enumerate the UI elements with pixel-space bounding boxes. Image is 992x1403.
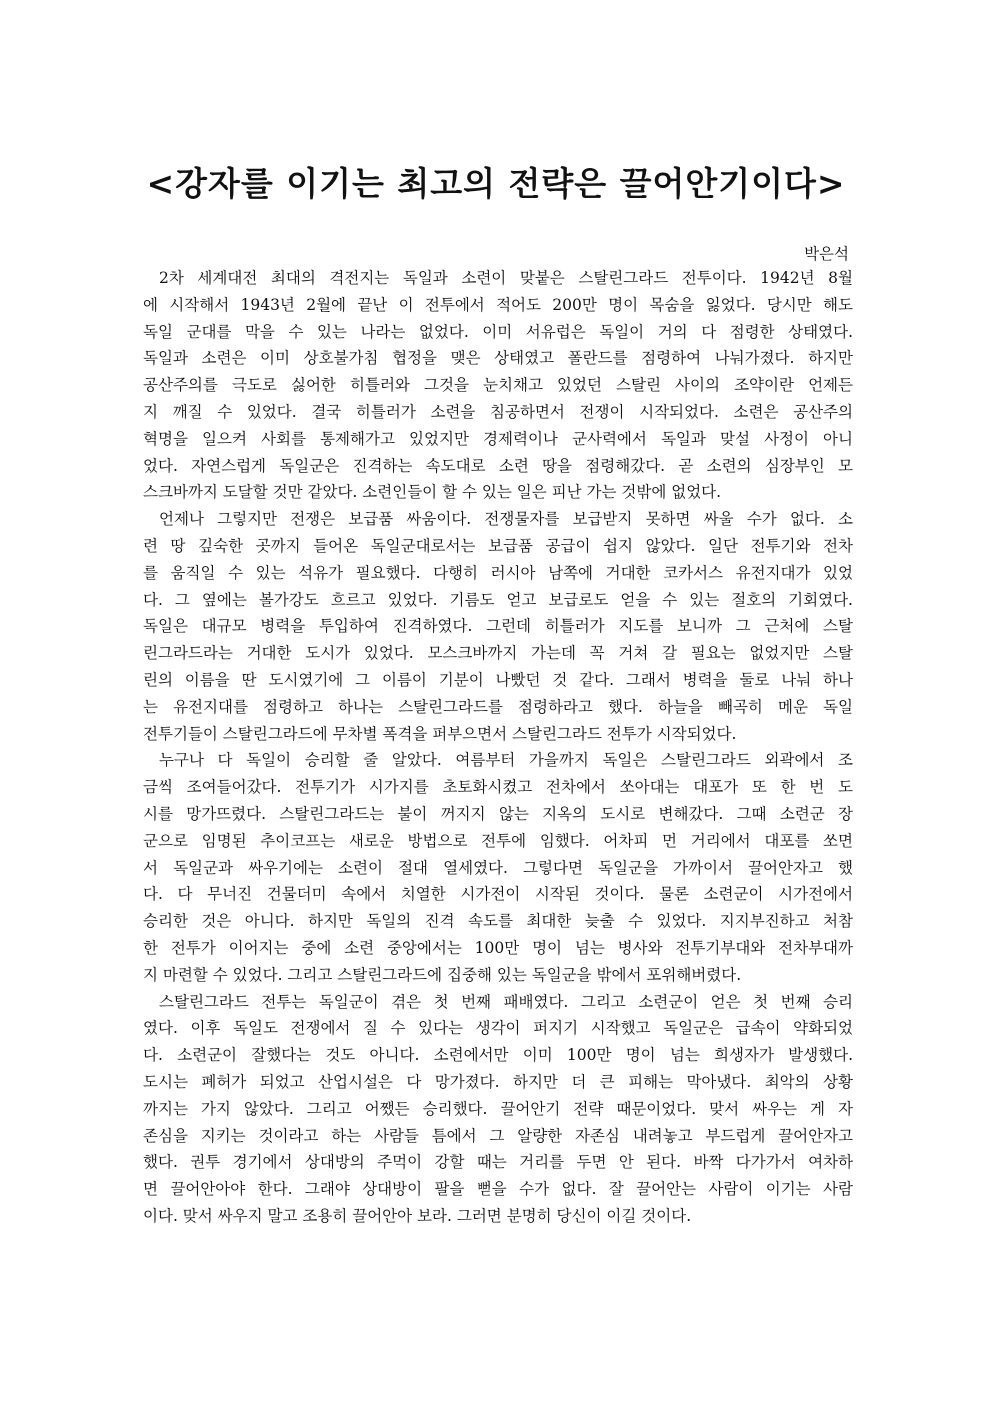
text-line: 를 움직일 수 있는 석유가 필요했다. 다행히 러시아 남쪽에 거대한 코카서스 유전지대가 있었 — [143, 563, 853, 582]
text-line: 군으로 임명된 추이코프는 새로운 방법으로 전투에 임했다. 어차피 먼 거리에서 대포를 쏘면 — [143, 831, 853, 850]
text-line: 었다. 자연스럽게 독일군은 진격하는 속도대로 소련 땅을 점령해갔다. 곧 소련의 심장부인 모 — [143, 456, 853, 475]
paragraph — [143, 265, 853, 506]
text-line: 련 땅 깊숙한 곳까지 들어온 독일군대로서는 보급품 공급이 쉽지 않았다. 일단 전투기와 전차 — [143, 536, 853, 555]
text-line: 혁명을 일으켜 사회를 통제해가고 있었지만 경제력이나 군사력에서 독일과 맞설 사정이 아니 — [143, 429, 853, 448]
text-line: 독일과 소련은 이미 상호불가침 협정을 맺은 상태였고 폴란드를 점령하여 나눠가졌다. 하지만 — [143, 349, 853, 368]
text-line: 다. 다 무너진 건물더미 속에서 치열한 시가전이 시작된 것이다. 물론 소련군이 시가전에서 — [143, 885, 853, 904]
text-line: 스탈린그라드 전투는 독일군이 겪은 첫 번째 패배였다. 그리고 소련군이 얻은 첫 번째 승리 — [159, 992, 853, 1011]
text-line: 공산주의를 극도로 싫어한 히틀러와 그것을 눈치채고 있었던 스탈린 사이의 조약이란 언제든 — [143, 376, 853, 395]
paragraph — [143, 506, 853, 747]
paragraph — [143, 747, 853, 988]
text-line: 도시는 폐허가 되었고 산업시설은 다 망가졌다. 하지만 더 큰 피해는 막아냈다. 최악의 상황 — [143, 1072, 853, 1091]
text-line: 누구나 다 독일이 승리할 줄 알았다. 여름부터 가을까지 독일은 스탈린그라드 외곽에서 조 — [159, 751, 853, 770]
text-line: 에 시작해서 1943년 2월에 끝난 이 전투에서 적어도 200만 명이 목숨을 잃었다. 당시만 해도 — [143, 295, 853, 314]
document-title: <강자를 이기는 최고의 전략은 끌어안기이다> — [146, 164, 846, 203]
text-line: 시를 망가뜨렸다. 스탈린그라드는 불이 꺼지지 않는 지옥의 도시로 변해갔다. 그때 소련군 장 — [143, 804, 853, 823]
text-line: 린그라드라는 거대한 도시가 있었다. 모스크바까지 가는데 꼭 거쳐 갈 필요는 없었지만 스탈 — [143, 644, 853, 663]
text-line: 까지는 가지 않았다. 그리고 어쨌든 승리했다. 끌어안기 전략 때문이었다. 맞서 싸우는 게 자 — [143, 1099, 853, 1118]
text-line: 지 마련할 수 있었다. 그리고 스탈린그라드에 집중해 있는 독일군을 밖에서 포위해버렸다. — [143, 965, 742, 984]
text-line: 2차 세계대전 최대의 격전지는 독일과 소련이 맞붙은 스탈린그라드 전투이다. 1942년 8월 — [159, 269, 853, 287]
text-line: 언제나 그렇지만 전쟁은 보급품 싸움이다. 전쟁물자를 보급받지 못하면 싸울 수가 없다. 소 — [159, 510, 853, 529]
text-line: 지 깨질 수 있었다. 결국 히틀러가 소련을 침공하면서 전쟁이 시작되었다. 소련은 공산주의 — [143, 402, 853, 421]
text-line: 는 유전지대를 점령하고 하나는 스탈린그라드를 점령하라고 했다. 하늘을 빼곡히 메운 독일 — [143, 697, 853, 716]
document-body — [143, 265, 853, 1230]
text-line: 금씩 조여들어갔다. 전투기가 시가지를 초토화시켰고 전차에서 쏘아대는 대포가 또 한 번 도 — [143, 778, 853, 797]
author-name: 박은석 — [804, 245, 849, 263]
text-line: 다. 그 옆에는 볼가강도 흐르고 있었다. 기름도 얻고 보급로도 얻을 수 있는 절호의 기회였다. — [143, 590, 853, 609]
text-line: 다. 소련군이 잘했다는 것도 아니다. 소련에서만 이미 100만 명이 넘는 희생자가 발생했다. — [143, 1046, 853, 1065]
text-line: 한 전투가 이어지는 중에 소련 중앙에서는 100만 명이 넘는 병사와 전투기부대와 전차부대까 — [143, 938, 853, 957]
text-line: 독일 군대를 막을 수 있는 나라는 없었다. 이미 서유럽은 독일이 거의 다 점령한 상태였다. — [143, 322, 853, 341]
text-line: 였다. 이후 독일도 전쟁에서 질 수 있다는 생각이 퍼지기 시작했고 독일군은 급속이 약화되었 — [143, 1019, 853, 1038]
text-line: 스크바까지 도달할 것만 같았다. 소련인들이 할 수 있는 일은 피난 가는 것밖에 없었다. — [143, 483, 722, 502]
text-line: 서 독일군과 싸우기에는 소련이 절대 열세였다. 그렇다면 독일군을 가까이서 끌어안자고 했 — [143, 858, 853, 877]
text-line: 면 끌어안아야 한다. 그래야 상대방이 팔을 뻗을 수가 없다. 잘 끌어안는 사람이 이기는 사람 — [143, 1180, 853, 1199]
text-line: 전투기들이 스탈린그라드에 무차별 폭격을 퍼부으면서 스탈린그라드 전투가 시작되었다. — [143, 724, 737, 743]
text-line: 승리한 것은 아니다. 하지만 독일의 진격 속도를 최대한 늦출 수 있었다. 지지부진하고 처참 — [143, 912, 853, 931]
text-line: 했다. 권투 경기에서 상대방의 주먹이 강할 때는 거리를 두면 안 된다. 바짝 다가가서 여차하 — [143, 1153, 853, 1172]
text-line: 이다. 맞서 싸우지 말고 조용히 끌어안아 보라. 그러면 분명히 당신이 이길 것이다. — [143, 1206, 692, 1225]
text-line: 존심을 지키는 것이라고 하는 사람들 틈에서 그 알량한 자존심 내려놓고 부드럽게 끌어안자고 — [143, 1126, 853, 1145]
text-line: 독일은 대규모 병력을 투입하여 진격하였다. 그런데 히틀러가 지도를 보니까 그 근처에 스탈 — [143, 617, 853, 636]
text-line: 린의 이름을 딴 도시였기에 그 이름이 기분이 나빴던 것 같다. 그래서 병력을 둘로 나눠 하나 — [143, 670, 853, 689]
paragraph — [143, 989, 853, 1230]
